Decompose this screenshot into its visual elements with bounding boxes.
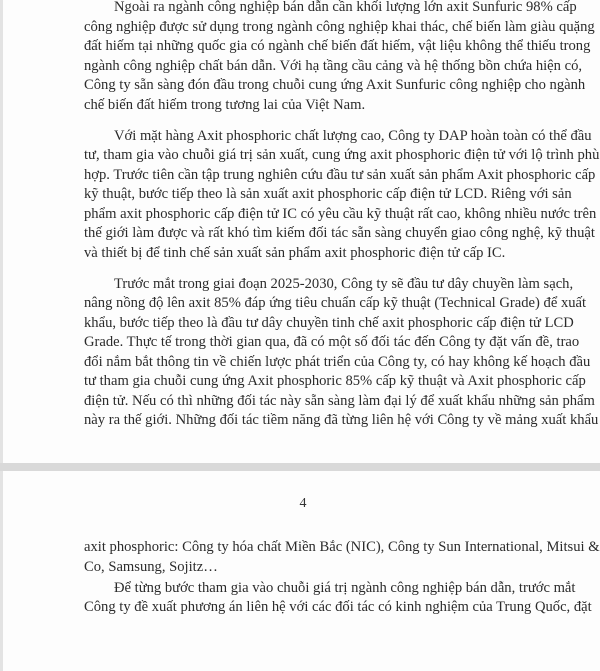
text-line: tư tham gia chuỗi cung ứng Axit phosphoric 85% cấp kỹ thuật và Axit phosphoric cấp	[84, 373, 586, 389]
text-line: Co, Samsung, Sojitz…	[84, 558, 218, 575]
text-line: nâng nồng độ lên axit 85% đáp ứng tiêu chuẩn cấp kỹ thuật (Technical Grade) để xuất	[84, 295, 587, 311]
document-page-4	[0, 471, 600, 671]
text-line: ngành công nghiệp chất bán dẫn. Với hạ tầng cầu cảng và hệ thống bồn chứa hiện có,	[84, 57, 583, 74]
text-line: Ngoài ra ngành công nghiệp bán dẫn cần khối lượng lớn axit Sunfuric 98% cấp	[114, 0, 577, 15]
page-number: 4	[299, 496, 307, 511]
text-line: và thiết bị để tinh chế sản xuất sản phẩm axit phosphoric điện tử cấp IC.	[84, 244, 506, 261]
text-line: Trước mắt trong giai đoạn 2025-2030, Công ty sẽ đầu tư dây chuyền làm sạch,	[114, 275, 574, 292]
text-line: axit phosphoric: Công ty hóa chất Miền Bắc (NIC), Công ty Sun International, Mitsui &	[84, 539, 600, 555]
text-line: phẩm axit phosphoric cấp điện tử IC có yêu cầu kỹ thuật rất cao, không nhiều nước trên	[84, 205, 597, 222]
text-line: kỹ thuật, bước tiếp theo là sản xuất axit phosphoric cấp điện tử LCD. Riêng với sản	[84, 186, 572, 202]
text-line: điện tử. Nếu có thì những đối tác này sẵn sàng làm đại lý để xuất khẩu những sản phẩm	[84, 392, 595, 409]
text-line: công nghiệp được sử dụng trong ngành công nghiệp khai thác, chế biến làm giàu quặng	[84, 18, 595, 35]
text-line: thế giới làm được và rất khó tìm kiếm đối tác sẵn sàng chuyển giao công nghệ, kỹ thuật	[84, 225, 595, 241]
text-line: Công ty sẵn sàng đón đầu trong chuỗi cung ứng Axit Sunfuric công nghiệp cho ngành	[84, 77, 586, 93]
text-line: hợp. Trước tiên cần tập trung nghiên cứu đầu tư sản xuất sản phẩm Axit phosphoric cấp	[84, 166, 596, 183]
text-line: Grade. Thực tế trong thời gian qua, đã có một số đối tác đến Công ty đặt vấn đề, trao	[84, 334, 580, 350]
text-line: này ra thế giới. Những đối tác tiềm năng đã từng liên hệ với Công ty về mảng xuất khẩu	[84, 412, 599, 428]
text-line: khẩu, bước tiếp theo là đầu tư dây chuyền tinh chế axit phosphoric cấp điện tử LCD	[84, 314, 574, 331]
text-line: Với mặt hàng Axit phosphoric chất lượng cao, Công ty DAP hoàn toàn có thể đầu	[114, 127, 592, 144]
text-line: tư, tham gia vào chuỗi giá trị sản xuất, cung ứng axit phosphoric điện tử với lộ trình phù	[84, 147, 600, 163]
text-line: Để từng bước tham gia vào chuỗi giá trị ngành công nghiệp bán dẫn, trước mắt	[114, 579, 576, 596]
text-line: Công ty đề xuất phương án liên hệ với các đối tác có kinh nghiệm của Trung Quốc, đặt	[84, 599, 592, 615]
text-line: đổi nắm bắt thông tin về chiến lược phát triển của Công ty, có hay không kế hoạch đầu	[84, 353, 591, 370]
text-line: chế biến đất hiếm trong tương lai của Việt Nam.	[84, 96, 366, 113]
text-line: đất hiếm tại những quốc gia có ngành chế biến đất hiếm, vật liệu không thể thiếu trong	[84, 38, 591, 54]
